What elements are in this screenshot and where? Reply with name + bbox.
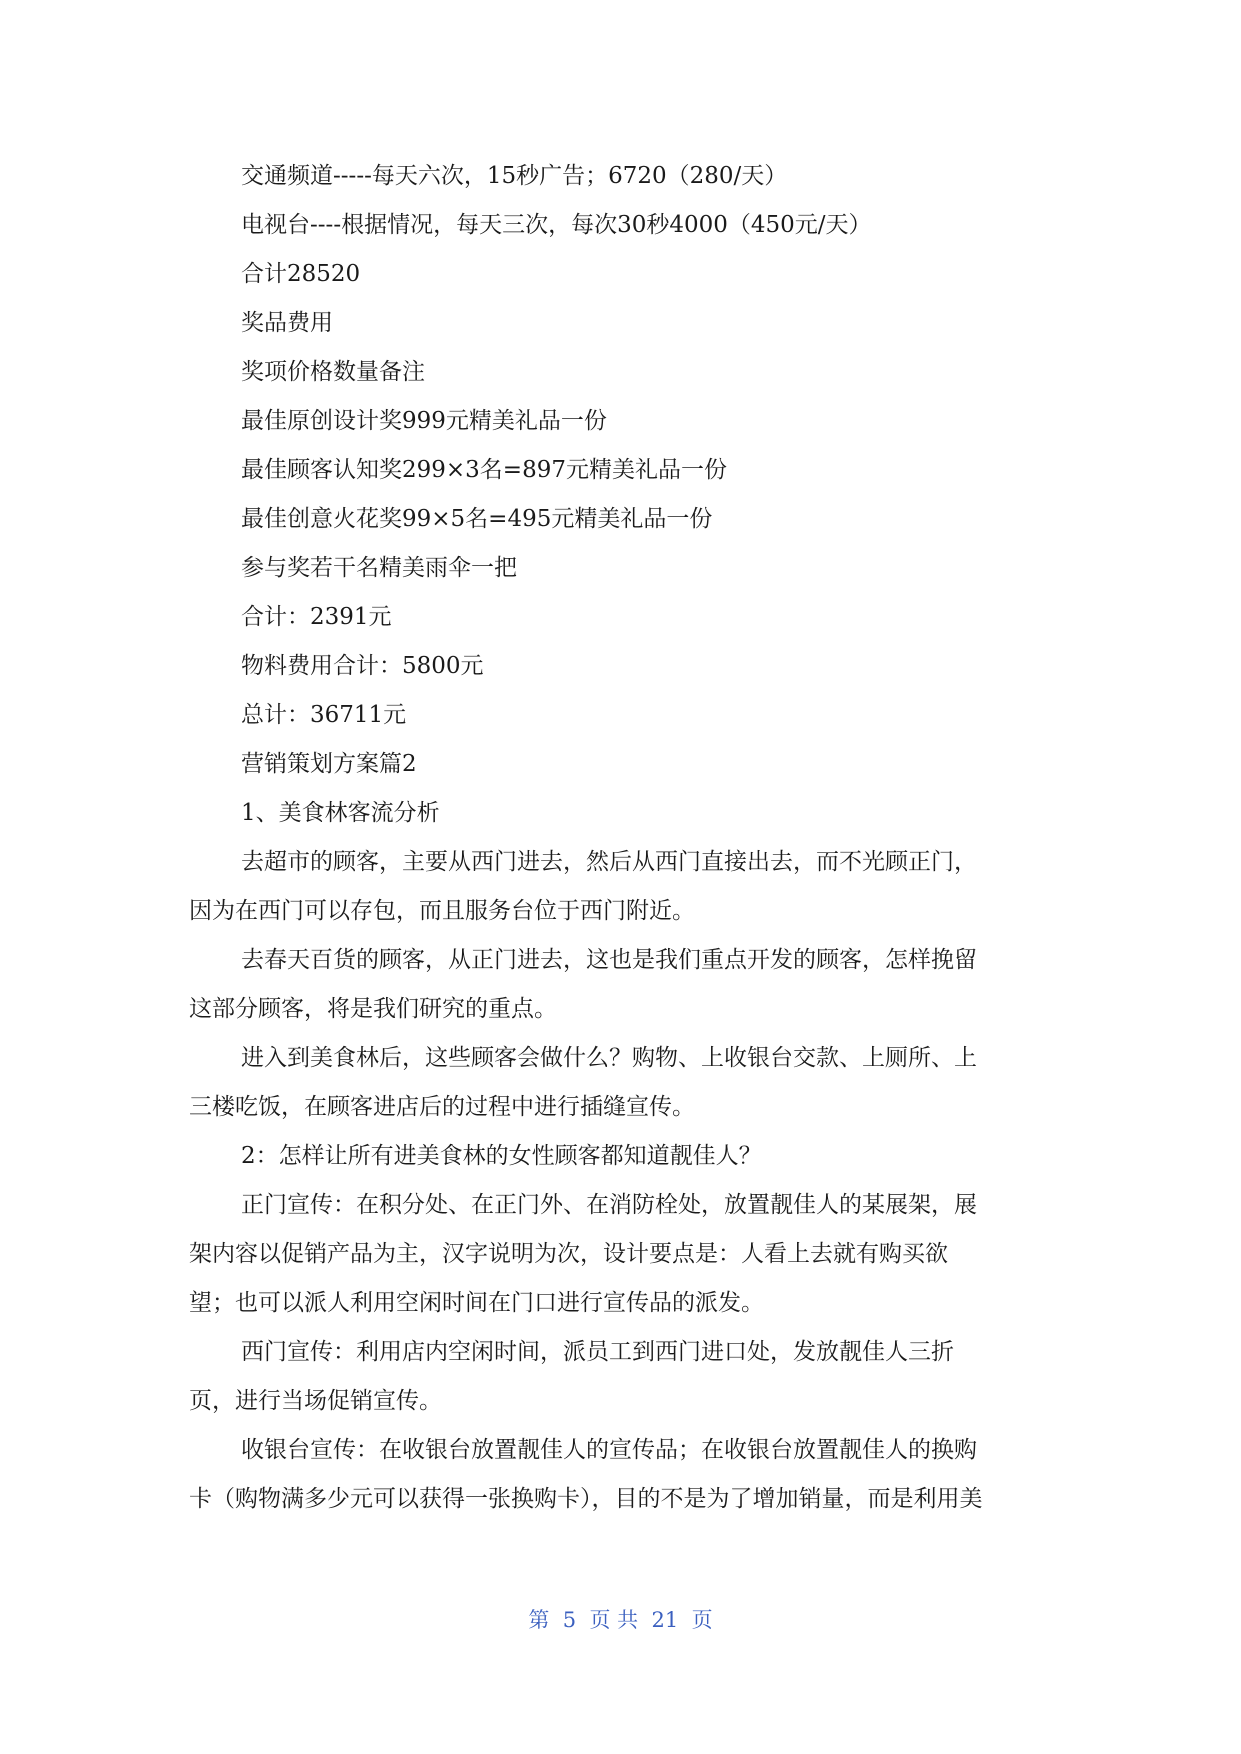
text-line-23: 架内容以促销产品为主，汉字说明为次，设计要点是：人看上去就有购买欲 <box>189 1241 948 1267</box>
subheading-2: 2：怎样让所有进美食林的女性顾客都知道靓佳人？ <box>241 1143 762 1169</box>
section-heading: 营销策划方案篇2 <box>241 751 417 777</box>
text-line-22: 正门宣传：在积分处、在正门外、在消防栓处，放置靓佳人的某展架，展 <box>241 1192 977 1218</box>
text-line-16: 因为在西门可以存包，而且服务台位于西门附近。 <box>189 898 695 924</box>
document-body <box>189 152 1059 1524</box>
text-line-25: 西门宣传：利用店内空闲时间，派员工到西门进口处，发放靓佳人三折 <box>241 1339 954 1365</box>
text-line-19: 进入到美食林后，这些顾客会做什么？购物、上收银台交款、上厕所、上 <box>241 1045 977 1071</box>
page-number-footer: 第 5 页 共 21 页 <box>528 1608 713 1632</box>
text-line-10: 合计：2391元 <box>241 604 392 630</box>
text-line-12: 总计：36711元 <box>241 702 407 728</box>
text-line-8: 最佳创意火花奖99×5名=495元精美礼品一份 <box>241 506 713 532</box>
text-line-7: 最佳顾客认知奖299×3名=897元精美礼品一份 <box>241 457 727 483</box>
text-line-2: 电视台----根据情况，每天三次，每次30秒4000（450元/天） <box>241 212 872 238</box>
text-line-3: 合计28520 <box>241 261 361 287</box>
text-line-27: 收银台宣传：在收银台放置靓佳人的宣传品；在收银台放置靓佳人的换购 <box>241 1437 977 1463</box>
text-line-26: 页，进行当场促销宣传。 <box>189 1388 442 1414</box>
text-line-9: 参与奖若干名精美雨伞一把 <box>241 555 517 581</box>
subheading-1: 1、美食林客流分析 <box>241 800 440 826</box>
text-line-18: 这部分顾客，将是我们研究的重点。 <box>189 996 557 1022</box>
text-line-17: 去春天百货的顾客，从正门进去，这也是我们重点开发的顾客，怎样挽留 <box>241 947 977 973</box>
text-line-20: 三楼吃饭，在顾客进店后的过程中进行插缝宣传。 <box>189 1094 695 1120</box>
text-line-1: 交通频道-----每天六次，15秒广告；6720（280/天） <box>241 163 788 189</box>
text-line-6: 最佳原创设计奖999元精美礼品一份 <box>241 408 607 434</box>
text-line-11: 物料费用合计：5800元 <box>241 653 484 679</box>
text-line-15: 去超市的顾客，主要从西门进去，然后从西门直接出去，而不光顾正门， <box>241 849 977 875</box>
text-line-4: 奖品费用 <box>241 310 333 336</box>
text-line-28: 卡（购物满多少元可以获得一张换购卡），目的不是为了增加销量，而是利用美 <box>189 1486 983 1512</box>
text-line-24: 望；也可以派人利用空闲时间在门口进行宣传品的派发。 <box>189 1290 764 1316</box>
text-line-5: 奖项价格数量备注 <box>241 359 425 385</box>
